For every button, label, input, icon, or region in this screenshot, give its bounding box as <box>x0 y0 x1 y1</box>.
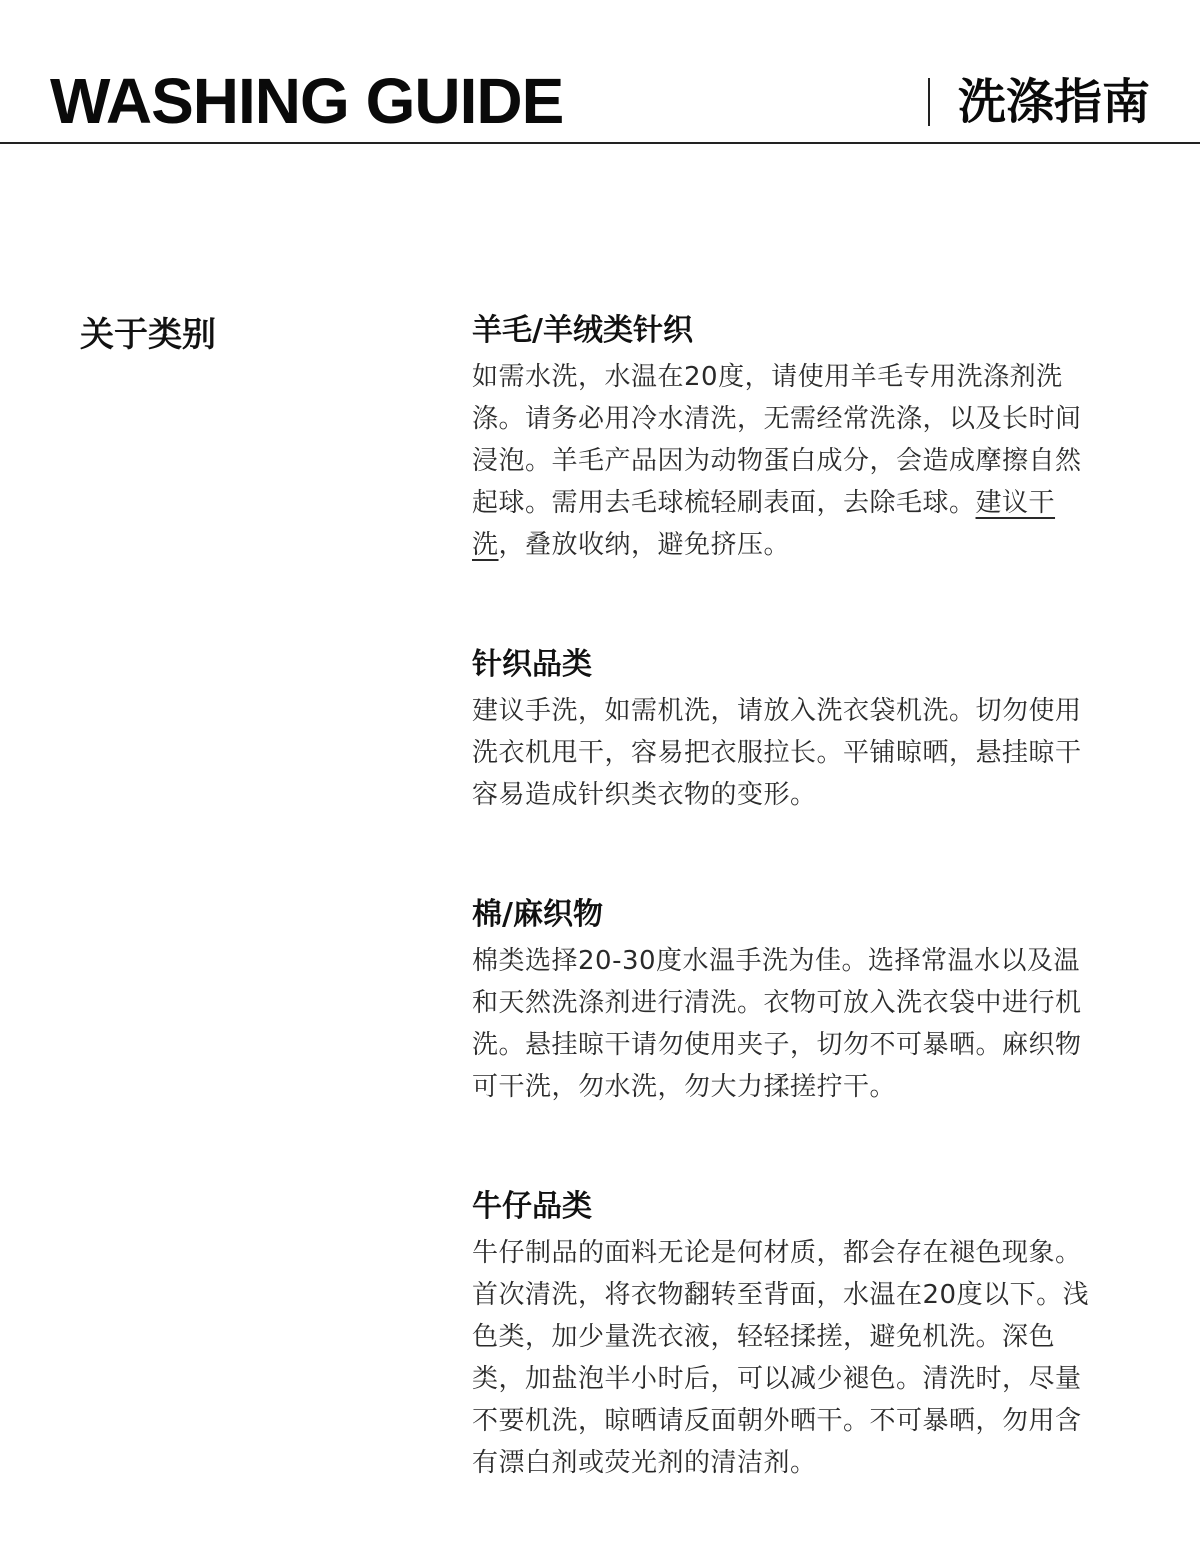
section-body-text-end: ，叠放收纳，避免挤压。 <box>498 530 791 560</box>
page-title-cn: 洗涤指南 <box>958 74 1151 130</box>
section-heading: 牛仔品类 <box>472 1189 592 1224</box>
section-body: 建议手洗，如需机洗，请放入洗衣袋机洗。切勿使用洗衣机甩干，容易把衣服拉长。平铺晾晒，悬挂晾干容易造成针织类衣物的变形。 <box>472 696 1082 810</box>
section-body: 棉类选择20-30度水温手洗为佳。选择常温水以及温和天然洗涤剂进行清洗。衣物可放入洗衣袋中进行机洗。悬挂晾干请勿使用夹子，切勿不可暴晒。麻织物可干洗，勿水洗，勿大力揉搓拧干。 <box>472 946 1082 1102</box>
section-body <box>472 356 1098 566</box>
section-denim <box>472 1186 1098 1484</box>
page-title-en: WASHING GUIDE <box>50 65 564 137</box>
section-knitwear <box>472 644 1098 816</box>
section-body-text: 如需水洗，水温在20度，请使用羊毛专用洗涤剂洗涤。请务必用冷水清洗，无需经常洗涤，以及长时间浸泡。羊毛产品因为动物蛋白成分，会造成摩擦自然起球。需用去毛球梳轻刷表面，去除毛球。 <box>472 362 1082 518</box>
section-cotton-linen <box>472 894 1098 1108</box>
section-body: 牛仔制品的面料无论是何材质，都会存在褪色现象。首次清洗，将衣物翻转至背面，水温在20度以下。浅色类，加少量洗衣液，轻轻揉搓，避免机洗。深色类，加盐泡半小时后，可以减少褪色。清洗时，尽量不要机洗，晾晒请反面朝外晒干。不可暴晒，勿用含有漂白剂或荧光剂的清洁剂。 <box>472 1238 1090 1478</box>
section-heading: 棉/麻织物 <box>472 897 603 932</box>
title-divider <box>928 78 930 126</box>
page-header <box>0 0 1200 144</box>
section-heading: 羊毛/羊绒类针织 <box>472 313 693 348</box>
category-label: 关于类别 <box>80 315 216 355</box>
section-heading: 针织品类 <box>472 647 592 682</box>
dry-clean-emphasis: 建议干洗 <box>472 488 1056 560</box>
section-wool-cashmere <box>472 310 1098 566</box>
